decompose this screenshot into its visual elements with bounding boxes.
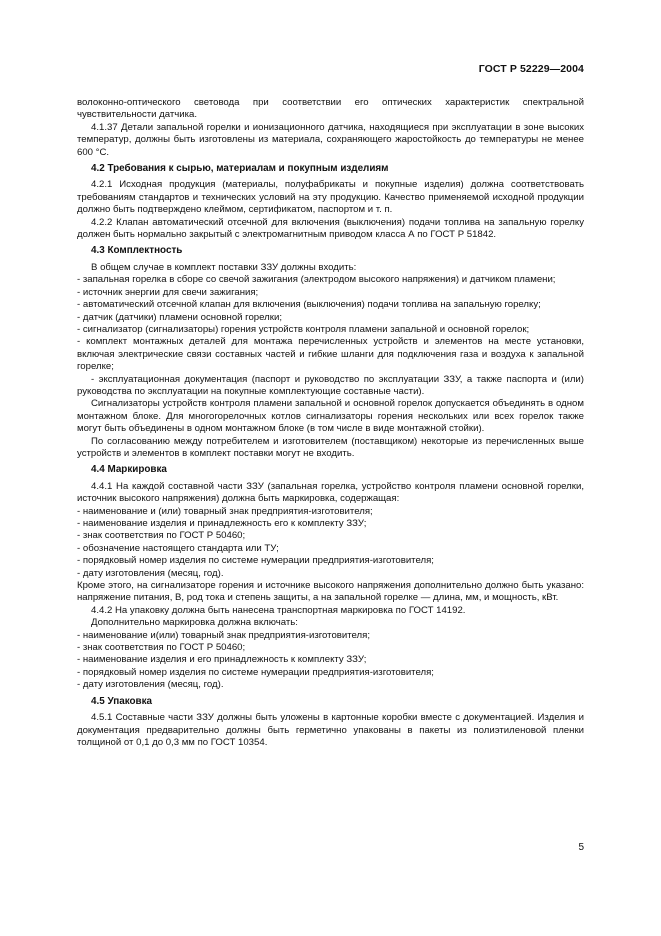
section-heading-4-4: 4.4 Маркировка: [91, 464, 167, 476]
document-code-header: ГОСТ Р 52229—2004: [478, 63, 584, 75]
paragraph-4-5-1: 4.5.1 Составные части ЗЗУ должны быть уложены в картонные коробки вместе с документацией. Изделия и документация предварительно должны быть герметично упакованы в пакеты из полиэтиленовой пленки толщиной от 0,1 до 0,3 мм по ГОСТ 10354.: [77, 712, 584, 748]
paragraph: Кроме этого, на сигнализаторе горения и источнике высокого напряжения дополнительно должно быть указано: напряжение питания, В, род тока и степень защиты, а на запальной горелке — длина, мм, и мощность, кВт.: [77, 580, 584, 604]
paragraph-4-2-2: 4.2.2 Клапан автоматический отсечной для включения (выключения) подачи топлива на запальную горелку должен быть нормально закрытый с электромагнитным приводом класса А по ГОСТ Р 51842.: [77, 216, 584, 241]
list-item: - наименование изделия и его принадлежность к комплекту ЗЗУ;: [77, 654, 367, 666]
list-item: - наименование и (или) товарный знак предприятия-изготовителя;: [77, 505, 373, 517]
paragraph-4-1-37: 4.1.37 Детали запальной горелки и ионизационного датчика, находящиеся при эксплуатации в зоне высоких температур, должны быть изготовлены из материала, сохраняющего жаростойкость до температуры не менее 600 °С.: [77, 121, 584, 158]
list-item: - знак соответствия по ГОСТ Р 50460;: [77, 642, 246, 654]
list-item: - датчик (датчики) пламени основной горелки;: [77, 311, 282, 323]
list-item: - комплект монтажных деталей для монтажа перечисленных устройств и элементов на месте установки, включая электрические связи составных частей и гибкие шланги для подключения газа и воздуха к запальной горелке;: [77, 336, 584, 373]
list-item: - сигнализатор (сигнализаторы) горения устройств контроля пламени запальной и основной горелок;: [77, 323, 530, 335]
list-item: - наименование и(или) товарный знак предприятия-изготовителя;: [77, 629, 371, 641]
list-item: - порядковый номер изделия по системе нумерации предприятия-изготовителя;: [77, 666, 434, 678]
document-body: [77, 97, 584, 749]
list-item: - порядковый номер изделия по системе нумерации предприятия-изготовителя;: [77, 555, 434, 567]
section-heading-4-5: 4.5 Упаковка: [91, 695, 153, 707]
list-item: - эксплуатационная документация (паспорт и руководство по эксплуатации ЗЗУ, а также паспорта и (или) руководства по эксплуатации на покупные комплектующие составные части).: [77, 373, 584, 397]
list-item: - запальная горелка в сборе со свечой зажигания (электродом высокого напряжения) и датчиком пламени;: [77, 274, 556, 286]
list-item: - обозначение настоящего стандарта или ТУ;: [77, 542, 279, 554]
paragraph: В общем случае в комплект поставки ЗЗУ должны входить:: [91, 261, 357, 273]
section-heading-4-2: 4.2 Требования к сырью, материалам и покупным изделиям: [91, 163, 389, 175]
paragraph: Дополнительно маркировка должна включать:: [91, 617, 298, 629]
list-item: - знак соответствия по ГОСТ Р 50460;: [77, 530, 246, 542]
list-item: - дату изготовления (месяц, год).: [77, 679, 224, 691]
list-item: - дату изготовления (месяц, год).: [77, 567, 224, 579]
paragraph: Сигнализаторы устройств контроля пламени запальной и основной горелок допускается объединять в одном монтажном блоке. Для многогорелочных котлов сигнализаторы горения нескольких или всех горелок также могут быть объединены в одном монтажном блоке (в том числе в виде монтажной стойки).: [77, 398, 584, 435]
paragraph-4-2-1: 4.2.1 Исходная продукция (материалы, полуфабрикаты и покупные изделия) должна соответствовать требованиям стандартов и технических условий на эту продукцию. Качество применяемой исходной продукции должно быть подтверждено клеймом, сертификатом, паспортом и т. п.: [77, 179, 584, 216]
list-item: - наименование изделия и принадлежность его к комплекту ЗЗУ;: [77, 518, 367, 529]
paragraph: волоконно-оптического световода при соответствии его оптических характеристик спектральной чувствительности датчика.: [77, 97, 584, 121]
list-item: - автоматический отсечной клапан для включения (выключения) подачи топлива на запальную горелку;: [77, 299, 541, 311]
page-number: 5: [578, 842, 584, 853]
paragraph-4-4-2: 4.4.2 На упаковку должна быть нанесена транспортная маркировка по ГОСТ 14192.: [91, 604, 466, 616]
list-item: - источник энергии для свечи зажигания;: [77, 286, 259, 298]
paragraph: По согласованию между потребителем и изготовителем (поставщиком) некоторые из перечисленных выше устройств и элементов в комплект поставки могут не входить.: [77, 435, 584, 459]
paragraph-4-4-1: 4.4.1 На каждой составной части ЗЗУ (запальная горелка, устройство контроля пламени основной горелки, источник высокого напряжения) должна быть маркировка, содержащая:: [77, 480, 584, 505]
section-heading-4-3: 4.3 Комплектность: [91, 245, 183, 257]
